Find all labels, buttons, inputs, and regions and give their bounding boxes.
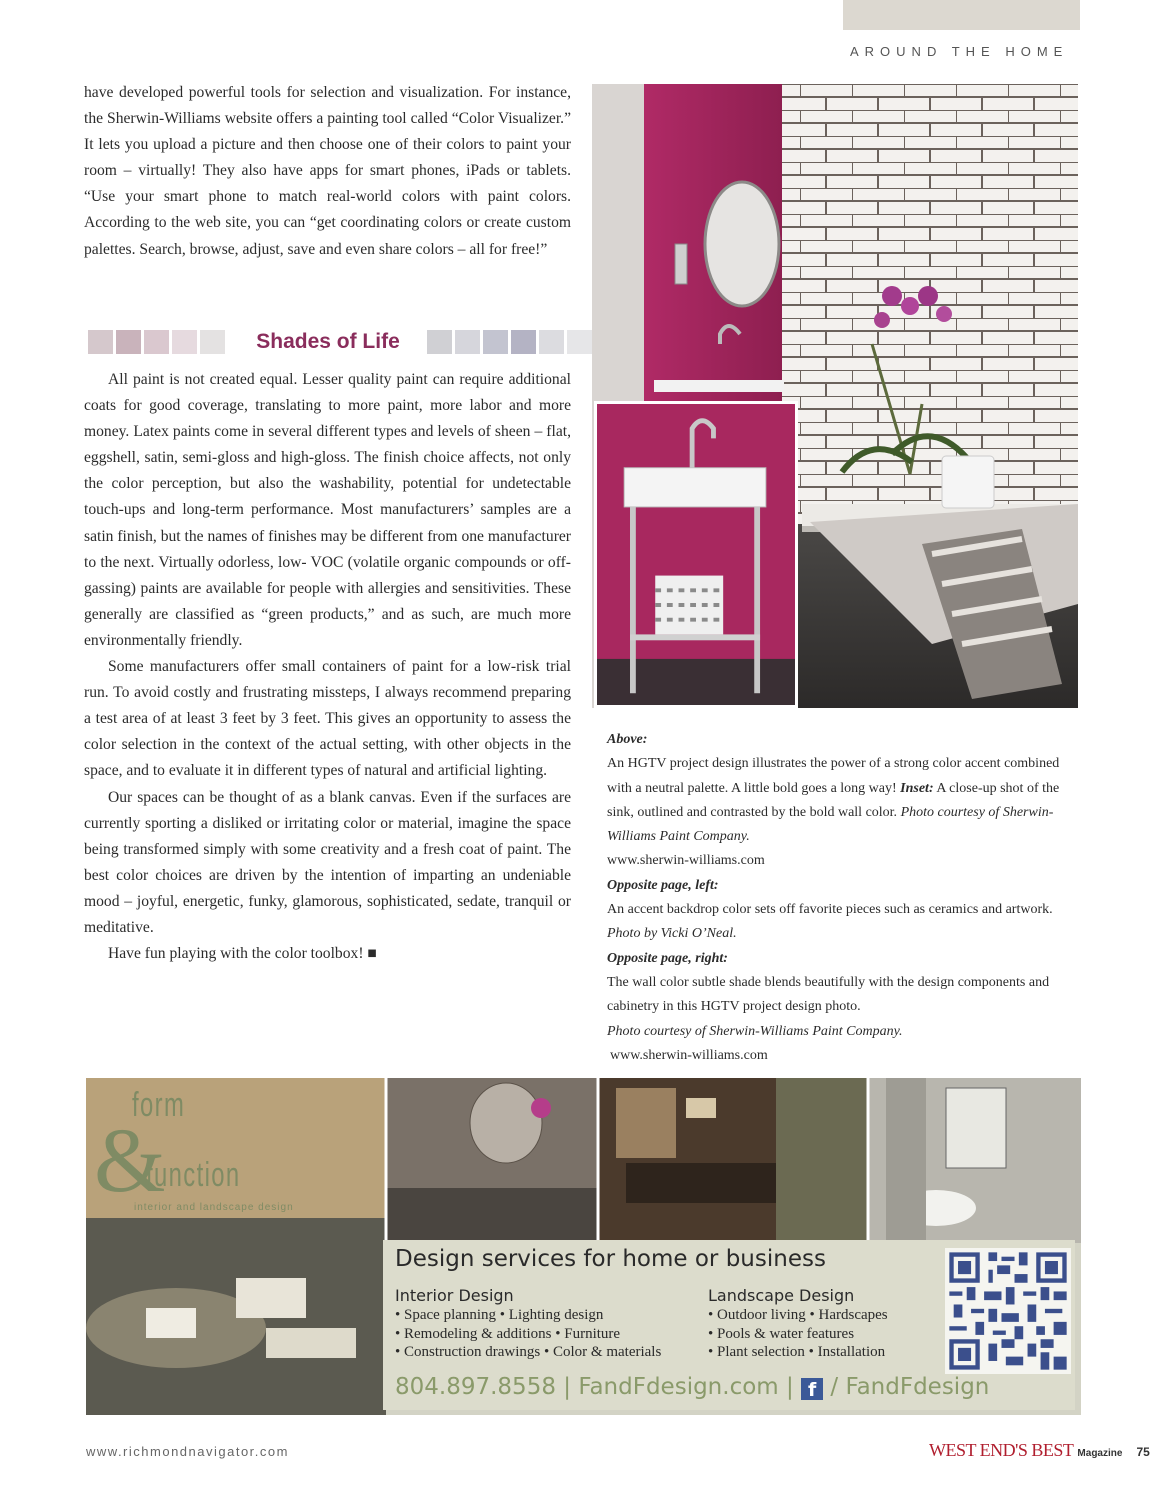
footer-website[interactable]: www.richmondnavigator.com [86, 1444, 289, 1459]
body-paragraph: Some manufacturers offer small containers of paint for a low-risk trial run. To avoid costly and frustrating missteps, I always recommend preparing a test area of at least 3 feet by 3 feet. This gives an opportunity to assess the color selection in the context of the actual setting, with other objects in the space, and to evaluate it in different types of natural and artificial lighting. [84, 658, 571, 780]
body-paragraph: Have fun playing with the color toolbox! ■ [108, 945, 377, 963]
color-swatch [567, 330, 592, 354]
caption-heading-inset: Inset: [900, 780, 934, 796]
interior-design-title: Interior Design [395, 1286, 514, 1305]
color-swatch [200, 330, 225, 354]
color-swatch [483, 330, 508, 354]
logo-ampersand: & [94, 1109, 166, 1211]
footer-magazine [929, 1440, 1150, 1461]
caption-above-text: An HGTV project design illustrates the power of a strong color accent combined with a neutral palette. A little bold goes a long way! [607, 756, 1060, 796]
section-label: AROUND THE HOME [850, 44, 1069, 59]
subheading: Shades of Life [256, 330, 400, 353]
facebook-handle[interactable]: / FandFdesign [830, 1374, 990, 1400]
credit-url: www.sherwin-williams.com [607, 853, 765, 869]
color-swatch [511, 330, 536, 354]
color-swatch [455, 330, 480, 354]
body-paragraph: All paint is not created equal. Lesser quality paint can require additional coats for good coverage, translating to more paint, more labor and more money. Latex paints come in several different types and levels of sheen – flat, eggshell, satin, semi-gloss and high-gloss. The finish choice affects, not only the color perception, but also the washability, potential for undetectable touch-ups and long-term performance. Most manufacturers’ samples are a satin finish, but the names of finishes may be different from one manufacturer to the next. Virtually odorless, low- VOC (volatile organic compounds or off-gassing) paints are available for people with allergies and sensitivities. These generally are classified as “green products,” and as such, are much more environmentally friendly. [84, 371, 571, 649]
magazine-brand: WEST END'S BEST [929, 1440, 1074, 1460]
body-paragraph: Our spaces can be thought of as a blank canvas. Even if the surfaces are currently sporting a disliked or irritating color or material, imagine the space being transformed simply with some creativity and a fresh coat of paint. The best color choices are driven by the intention of imparting an undeniable mood – joyful, energetic, funky, glamorous, sophisticated, sedate, tranquil or meditative. [84, 788, 571, 936]
photo-credit: Photo by Vicki O’Neal. [607, 926, 737, 942]
caption-left-text: An accent backdrop color sets off favorite pieces such as ceramics and artwork. [607, 902, 1053, 918]
caption-heading-left: Opposite page, left: [607, 877, 719, 893]
qr-code-icon[interactable] [944, 1248, 1072, 1374]
list-item: • Space planning • Lighting design [395, 1307, 604, 1323]
intro-paragraph: have developed powerful tools for selection and visualization. For instance, the Sherwin-Williams website offers a painting tool called “Color Visualizer.” It lets you upload a picture and then choose one of their colors to paint your room – virtually! They also have apps for smart phones, iPads or tablets. “Use your smart phone to match real-world colors with paint colors. According to the web site, you can “get coordinating colors or create custom palettes. Search, browse, adjust, save and even share colors – all for free!” [84, 84, 571, 258]
list-item: • Pools & water features [708, 1325, 855, 1342]
logo-tagline: interior and landscape design [134, 1202, 294, 1213]
logo-word-form: form [132, 1086, 186, 1124]
advertisement [86, 1078, 1081, 1415]
magazine-label: Magazine [1077, 1448, 1123, 1459]
website-link[interactable]: FandFdesign.com [578, 1374, 779, 1400]
credit-url: www.sherwin-williams.com [610, 1047, 768, 1063]
swatch-strip-right [427, 330, 592, 354]
landscape-design-title: Landscape Design [708, 1286, 855, 1305]
interior-services-list [395, 1306, 661, 1362]
caption-heading-above: Above: [607, 732, 648, 747]
article-intro [84, 80, 571, 263]
photo-captions [607, 728, 1077, 1068]
phone-number: 804.897.8558 [395, 1374, 556, 1400]
ad-headline: Design services for home or business [395, 1246, 826, 1272]
header-tab [843, 0, 1080, 30]
color-swatch [116, 330, 141, 354]
color-swatch [539, 330, 564, 354]
logo-word-function: function [146, 1156, 241, 1194]
subheading-bar [88, 327, 568, 357]
color-swatch [144, 330, 169, 354]
color-swatch [172, 330, 197, 354]
article-body [84, 367, 571, 967]
facebook-icon[interactable]: f [801, 1378, 823, 1400]
photo-credit: Photo courtesy of Sherwin-Williams Paint Company. [607, 804, 1054, 845]
list-item: • Outdoor living • Hardscapes [708, 1307, 888, 1323]
caption-right-text: The wall color subtle shade blends beautifully with the design components and cabinetry in this HGTV project design photo. [607, 974, 1050, 1015]
page-number: 75 [1136, 1445, 1150, 1459]
sink-inset-photo [594, 401, 798, 708]
color-swatch [88, 330, 113, 354]
caption-heading-right: Opposite page, right: [607, 950, 728, 966]
list-item: • Plant selection • Installation [708, 1344, 886, 1360]
caption-inset-text: A close-up shot of the sink, outlined and contrasted by the bold wall color. [607, 780, 1060, 820]
color-swatch [427, 330, 452, 354]
list-item: • Remodeling & additions • Furniture [395, 1325, 621, 1342]
form-and-function-logo [94, 1086, 294, 1213]
photo-credit: Photo courtesy of Sherwin-Williams Paint Company. [607, 1023, 903, 1039]
caption-above [607, 752, 1077, 849]
landscape-services-list [708, 1306, 888, 1362]
caption-left [607, 898, 1077, 947]
swatch-strip-left [88, 330, 225, 354]
ad-contact-line: 804.897.8558 | FandFdesign.com | f / FandFdesign [395, 1374, 990, 1401]
list-item: • Construction drawings • Color & materials [395, 1344, 662, 1360]
